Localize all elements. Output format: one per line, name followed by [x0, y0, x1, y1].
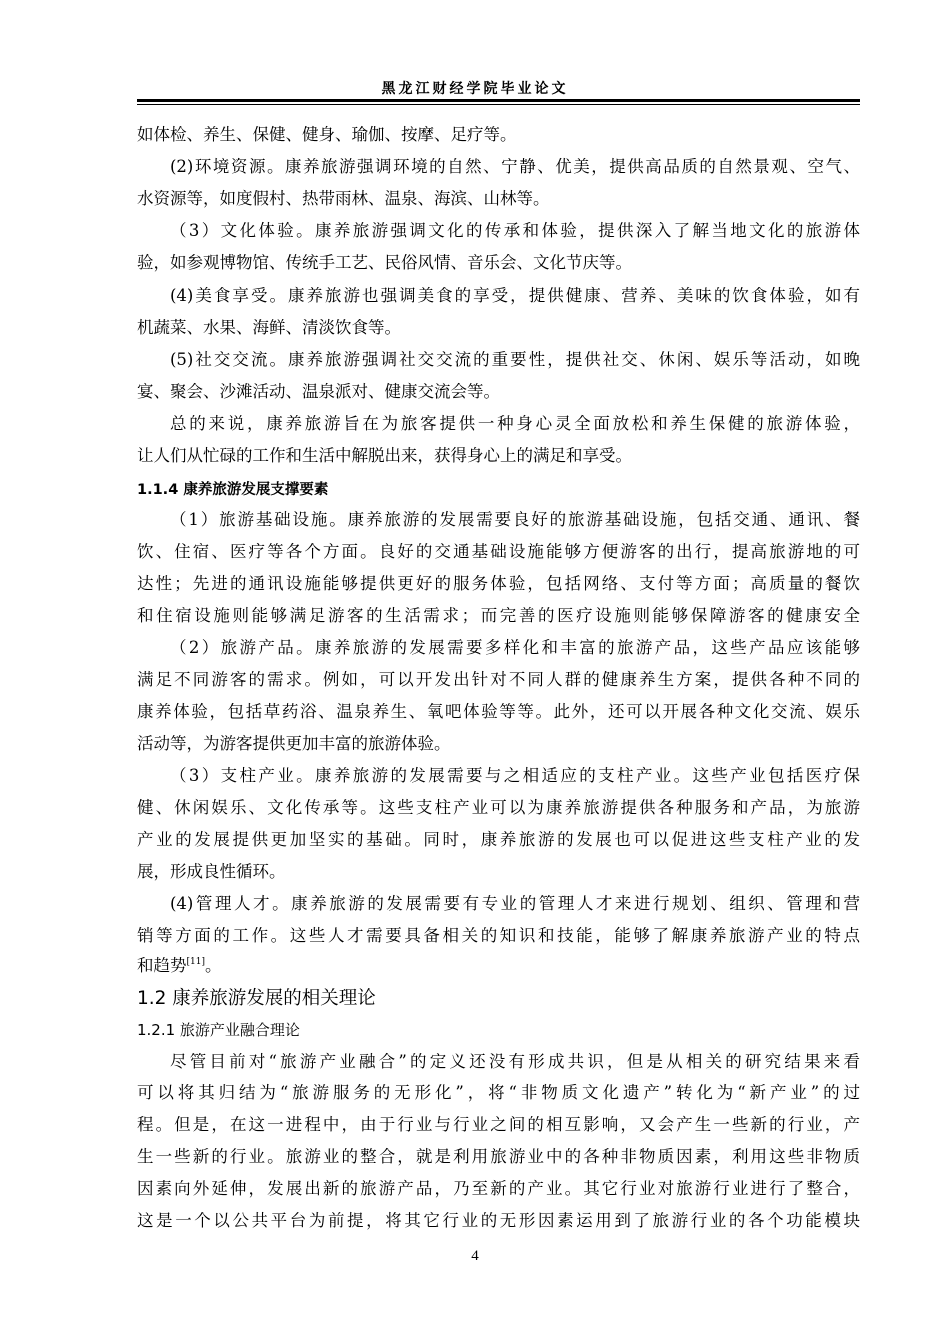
section-heading-1-2-1: 1.2.1 旅游产业融合理论	[137, 1021, 300, 1039]
body-line: 饮、住宿、医疗等各个方面。良好的交通基础设施能够方便游客的出行，提高旅游地的可	[137, 542, 860, 561]
body-line: 生一些新的行业。旅游业的整合，就是利用旅游业中的各种非物质因素，利用这些非物质	[137, 1147, 860, 1166]
body-line: 活动等，为游客提供更加丰富的旅游体验。	[137, 734, 451, 753]
body-line: 程。但是，在这一进程中，由于行业与行业之间的相互影响，又会产生一些新的行业，产	[137, 1115, 860, 1134]
body-line: 达性；先进的通讯设施能够提供更好的服务体验，包括网络、支付等方面；高质量的餐饮	[137, 574, 860, 593]
body-line: 总的来说，康养旅游旨在为旅客提供一种身心灵全面放松和养生保健的旅游体验，	[170, 414, 860, 433]
body-line	[137, 955, 860, 977]
body-line: 机蔬菜、水果、海鲜、清淡饮食等。	[137, 318, 401, 337]
body-line: 宴、聚会、沙滩活动、温泉派对、健康交流会等。	[137, 382, 500, 401]
section-heading-1-2: 1.2 康养旅游发展的相关理论	[137, 988, 376, 1009]
body-line: （2）旅游产品。康养旅游的发展需要多样化和丰富的旅游产品，这些产品应该能够	[170, 638, 860, 657]
body-line: （1）旅游基础设施。康养旅游的发展需要良好的旅游基础设施，包括交通、通讯、餐	[170, 510, 860, 529]
body-line: (4)美食享受。康养旅游也强调美食的享受，提供健康、营养、美味的饮食体验，如有	[170, 286, 860, 305]
body-line: 销等方面的工作。这些人才需要具备相关的知识和技能，能够了解康养旅游产业的特点	[137, 926, 860, 945]
body-line: 产业的发展提供更加坚实的基础。同时，康养旅游的发展也可以促进这些支柱产业的发	[137, 830, 860, 849]
body-line: (2)环境资源。康养旅游强调环境的自然、宁静、优美，提供高品质的自然景观、空气、	[170, 157, 860, 176]
body-line: 因素向外延伸，发展出新的旅游产品，乃至新的产业。其它行业对旅游行业进行了整合，	[137, 1179, 860, 1198]
body-line: （3）支柱产业。康养旅游的发展需要与之相适应的支柱产业。这些产业包括医疗保	[170, 766, 860, 785]
body-line: 让人们从忙碌的工作和生活中解脱出来，获得身心上的满足和享受。	[137, 446, 632, 465]
citation-superscript: [11]	[186, 957, 205, 967]
body-line: 如体检、养生、保健、健身、瑜伽、按摩、足疗等。	[137, 125, 517, 144]
header-rule-thick	[137, 99, 860, 102]
body-line: 可以将其归结为“旅游服务的无形化”，将“非物质文化遗产”转化为“新产业”的过	[137, 1083, 860, 1102]
body-text: 。	[204, 956, 222, 975]
body-line: 康养体验，包括草药浴、温泉养生、氧吧体验等等。此外，还可以开展各种文化交流、娱乐	[137, 702, 860, 721]
body-line: 满足不同游客的需求。例如，可以开发出针对不同人群的健康养生方案，提供各种不同的	[137, 670, 860, 689]
body-line: (5)社交交流。康养旅游强调社交交流的重要性，提供社交、休闲、娱乐等活动，如晚	[170, 350, 860, 369]
body-line: 水资源等，如度假村、热带雨林、温泉、海滨、山林等。	[137, 189, 550, 208]
body-text: 和趋势	[137, 956, 187, 975]
body-line: (4)管理人才。康养旅游的发展需要有专业的管理人才来进行规划、组织、管理和营	[170, 894, 860, 913]
header-rule-thin	[137, 104, 860, 105]
body-line: 和住宿设施则能够满足游客的生活需求；而完善的医疗设施则能够保障游客的健康安全	[137, 606, 860, 625]
section-heading-1-1-4: 1.1.4 康养旅游发展支撑要素	[137, 482, 329, 498]
page-number: 4	[471, 1248, 479, 1264]
body-line: 验，如参观博物馆、传统手工艺、民俗风情、音乐会、文化节庆等。	[137, 253, 632, 272]
body-line: 健、休闲娱乐、文化传承等。这些支柱产业可以为康养旅游提供各种服务和产品，为旅游	[137, 798, 860, 817]
page-header-title: 黑龙江财经学院毕业论文	[381, 81, 569, 97]
body-line: 尽管目前对“旅游产业融合”的定义还没有形成共识，但是从相关的研究结果来看	[170, 1052, 860, 1071]
body-line: 这是一个以公共平台为前提，将其它行业的无形因素运用到了旅游行业的各个功能模块	[137, 1211, 860, 1230]
body-line: （3）文化体验。康养旅游强调文化的传承和体验，提供深入了解当地文化的旅游体	[170, 221, 860, 240]
body-line: 展，形成良性循环。	[137, 862, 286, 881]
